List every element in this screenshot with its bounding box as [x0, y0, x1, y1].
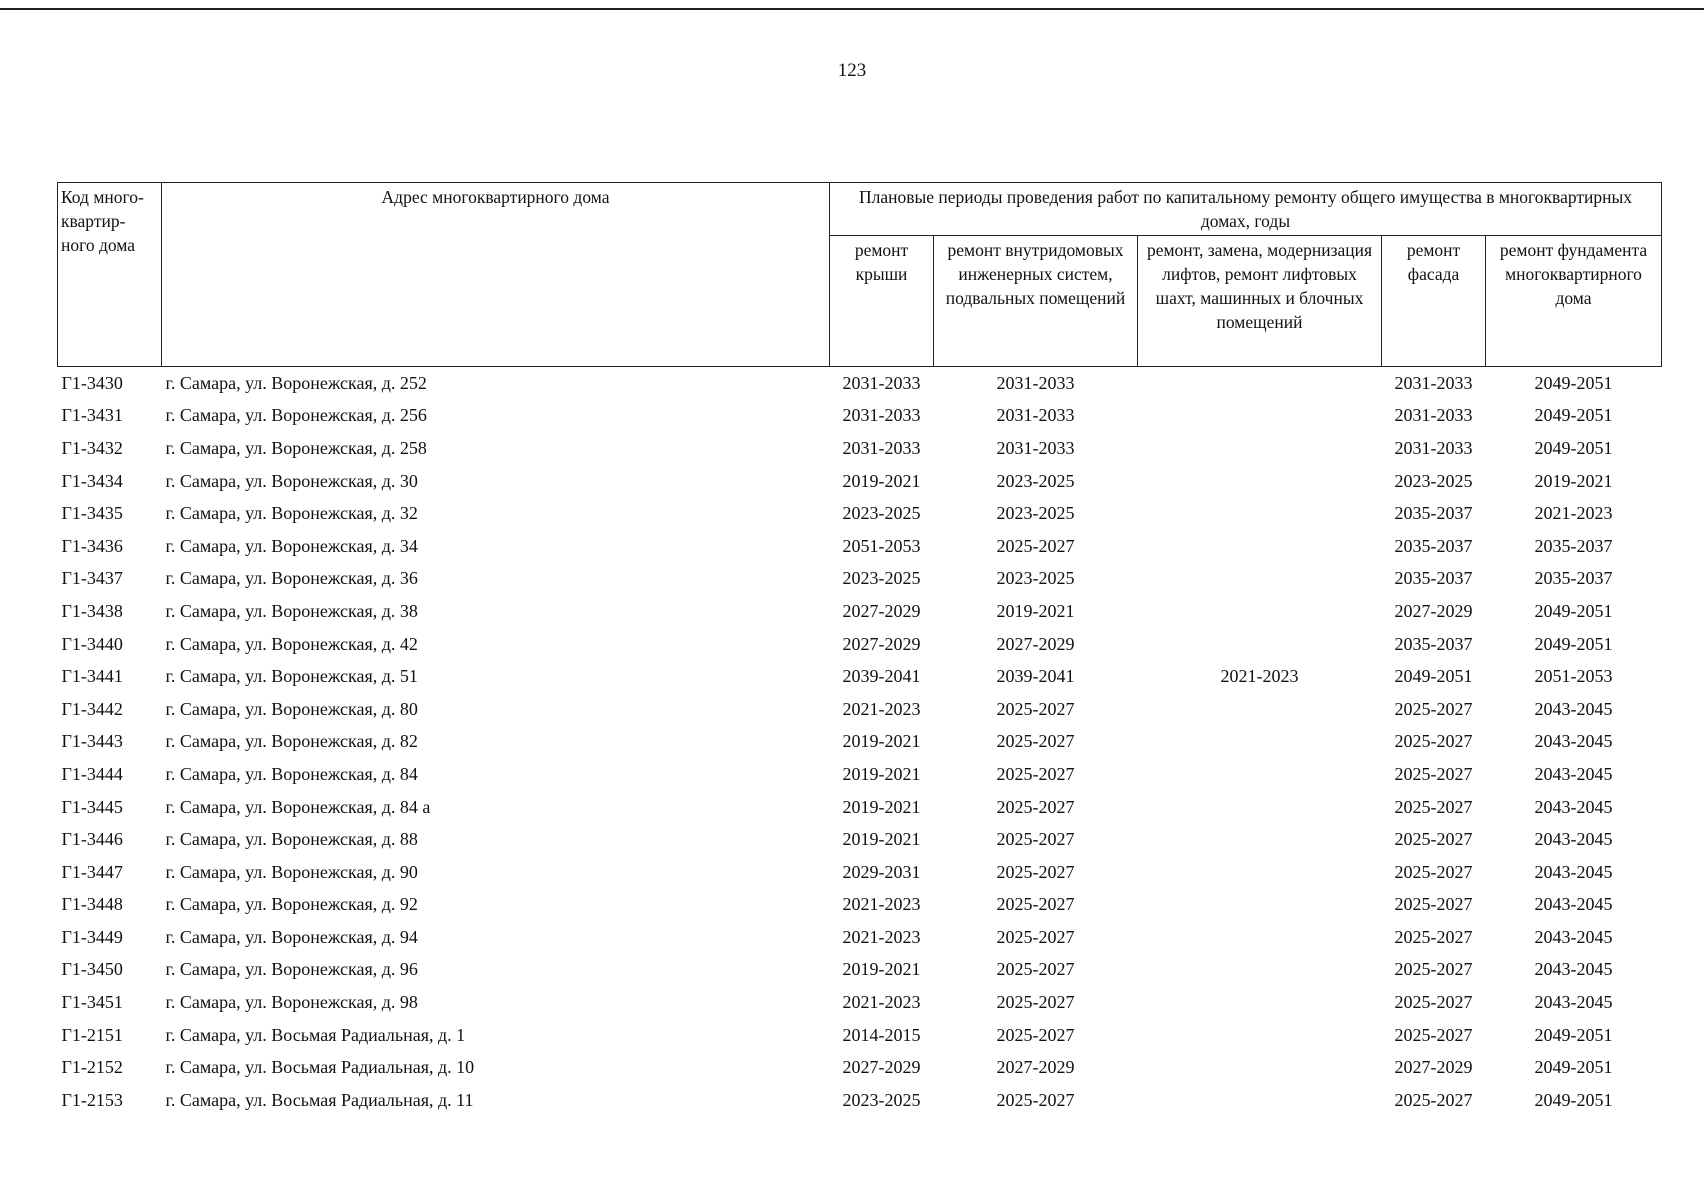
cell-engineering: 2025-2027 [996, 731, 1075, 752]
cell-code: Г1-3441 [61, 666, 123, 687]
cell-engineering: 2025-2027 [996, 796, 1075, 817]
cell-address: г. Самара, ул. Воронежская, д. 82 [165, 731, 418, 752]
table-row [58, 1019, 1662, 1052]
cell-foundation: 2043-2045 [1534, 894, 1613, 915]
cell-roof: 2039-2041 [842, 666, 921, 687]
cell-elevators [1138, 595, 1382, 628]
cell-engineering: 2025-2027 [996, 926, 1075, 947]
cell-roof: 2031-2033 [842, 437, 921, 458]
cell-facade: 2025-2027 [1394, 926, 1473, 947]
cell-code: Г1-3432 [61, 437, 123, 458]
table-row [58, 595, 1662, 628]
cell-elevators [1138, 465, 1382, 498]
cell-address: г. Самара, ул. Воронежская, д. 96 [165, 959, 418, 980]
cell-foundation: 2035-2037 [1534, 535, 1613, 556]
cell-engineering: 2019-2021 [996, 600, 1075, 621]
cell-code: Г1-3437 [61, 568, 123, 589]
cell-facade: 2025-2027 [1394, 763, 1473, 784]
cell-elevators [1138, 1051, 1382, 1084]
cell-engineering: 2025-2027 [996, 763, 1075, 784]
table-row [58, 1051, 1662, 1084]
cell-address: г. Самара, ул. Воронежская, д. 84 [165, 763, 418, 784]
cell-engineering: 2023-2025 [996, 568, 1075, 589]
capital-repair-table [57, 182, 1662, 1117]
cell-engineering: 2023-2025 [996, 503, 1075, 524]
cell-facade: 2031-2033 [1394, 437, 1473, 458]
cell-roof: 2027-2029 [842, 633, 921, 654]
cell-elevators [1138, 628, 1382, 661]
cell-facade: 2023-2025 [1394, 470, 1473, 491]
cell-address: г. Самара, ул. Восьмая Радиальная, д. 11 [165, 1089, 474, 1110]
cell-facade: 2049-2051 [1394, 666, 1473, 687]
cell-engineering: 2031-2033 [996, 437, 1075, 458]
cell-elevators [1138, 530, 1382, 563]
cell-roof: 2019-2021 [842, 470, 921, 491]
header-roof: ремонт крыши [830, 236, 934, 367]
cell-engineering: 2025-2027 [996, 861, 1075, 882]
cell-code: Г1-3451 [61, 992, 123, 1013]
header-elevators: ремонт, замена, модернизация лифтов, ремонт лифтовых шахт, машинных и блочных помещений [1138, 236, 1382, 367]
cell-engineering: 2031-2033 [996, 405, 1075, 426]
cell-foundation: 2049-2051 [1534, 405, 1613, 426]
cell-address: г. Самара, ул. Восьмая Радиальная, д. 10 [165, 1057, 475, 1078]
cell-facade: 2025-2027 [1394, 992, 1473, 1013]
table-row [58, 367, 1662, 400]
cell-address: г. Самара, ул. Воронежская, д. 94 [165, 926, 418, 947]
cell-engineering: 2025-2027 [996, 959, 1075, 980]
top-border-line [0, 8, 1704, 10]
cell-roof: 2051-2053 [842, 535, 921, 556]
cell-facade: 2025-2027 [1394, 861, 1473, 882]
header-foundation: ремонт фундамента многоквартирного дома [1486, 236, 1662, 367]
cell-foundation: 2049-2051 [1534, 1057, 1613, 1078]
cell-roof: 2021-2023 [842, 698, 921, 719]
table-row [58, 628, 1662, 661]
cell-address: г. Самара, ул. Воронежская, д. 258 [165, 437, 427, 458]
cell-facade: 2025-2027 [1394, 1089, 1473, 1110]
cell-facade: 2031-2033 [1394, 372, 1473, 393]
table-row [58, 823, 1662, 856]
cell-code: Г1-3442 [61, 698, 123, 719]
cell-elevators [1138, 400, 1382, 433]
cell-address: г. Самара, ул. Восьмая Радиальная, д. 1 [165, 1024, 466, 1045]
cell-code: Г1-3435 [61, 503, 123, 524]
cell-engineering: 2023-2025 [996, 470, 1075, 491]
cell-facade: 2031-2033 [1394, 405, 1473, 426]
cell-foundation: 2043-2045 [1534, 698, 1613, 719]
header-code: Код много-квартир-ного дома [58, 183, 162, 367]
table-row [58, 986, 1662, 1019]
cell-facade: 2035-2037 [1394, 633, 1473, 654]
cell-elevators [1138, 563, 1382, 596]
cell-roof: 2027-2029 [842, 600, 921, 621]
cell-facade: 2025-2027 [1394, 959, 1473, 980]
cell-roof: 2021-2023 [842, 926, 921, 947]
cell-foundation: 2043-2045 [1534, 992, 1613, 1013]
cell-address: г. Самара, ул. Воронежская, д. 36 [165, 568, 418, 589]
cell-elevators [1138, 497, 1382, 530]
cell-foundation: 2049-2051 [1534, 1024, 1613, 1045]
cell-foundation: 2019-2021 [1534, 470, 1613, 491]
cell-address: г. Самара, ул. Воронежская, д. 38 [165, 600, 418, 621]
cell-facade: 2027-2029 [1394, 600, 1473, 621]
cell-elevators [1138, 726, 1382, 759]
cell-roof: 2031-2033 [842, 372, 921, 393]
cell-engineering: 2025-2027 [996, 698, 1075, 719]
cell-engineering: 2025-2027 [996, 992, 1075, 1013]
cell-elevators [1138, 758, 1382, 791]
cell-roof: 2019-2021 [842, 829, 921, 850]
table-row [58, 465, 1662, 498]
cell-engineering: 2027-2029 [996, 633, 1075, 654]
cell-address: г. Самара, ул. Воронежская, д. 98 [165, 992, 418, 1013]
cell-address: г. Самара, ул. Воронежская, д. 34 [165, 535, 418, 556]
table-row [58, 1084, 1662, 1117]
cell-facade: 2035-2037 [1394, 503, 1473, 524]
cell-engineering: 2025-2027 [996, 1024, 1075, 1045]
cell-address: г. Самара, ул. Воронежская, д. 90 [165, 861, 418, 882]
cell-facade: 2025-2027 [1394, 1024, 1473, 1045]
cell-code: Г1-3449 [61, 926, 123, 947]
cell-elevators [1138, 889, 1382, 922]
cell-facade: 2027-2029 [1394, 1057, 1473, 1078]
cell-roof: 2014-2015 [842, 1024, 921, 1045]
cell-code: Г1-3430 [61, 372, 123, 393]
cell-address: г. Самара, ул. Воронежская, д. 32 [165, 503, 418, 524]
cell-foundation: 2043-2045 [1534, 796, 1613, 817]
table-row [58, 889, 1662, 922]
table-row [58, 660, 1662, 693]
header-address: Адрес многоквартирного дома [162, 183, 830, 367]
cell-code: Г1-3444 [61, 763, 123, 784]
table-row [58, 726, 1662, 759]
cell-elevators [1138, 921, 1382, 954]
cell-code: Г1-2152 [61, 1057, 123, 1078]
cell-roof: 2019-2021 [842, 763, 921, 784]
page-number: 123 [837, 60, 867, 81]
table-header [58, 183, 1662, 367]
cell-code: Г1-3438 [61, 600, 123, 621]
cell-foundation: 2043-2045 [1534, 829, 1613, 850]
cell-roof: 2027-2029 [842, 1057, 921, 1078]
cell-roof: 2019-2021 [842, 959, 921, 980]
table-row [58, 693, 1662, 726]
cell-code: Г1-3445 [61, 796, 123, 817]
cell-code: Г1-3436 [61, 535, 123, 556]
cell-facade: 2035-2037 [1394, 535, 1473, 556]
cell-roof: 2023-2025 [842, 1089, 921, 1110]
cell-code: Г1-3447 [61, 861, 123, 882]
cell-elevators [1138, 432, 1382, 465]
table-row [58, 432, 1662, 465]
cell-elevators [1138, 856, 1382, 889]
cell-engineering: 2025-2027 [996, 829, 1075, 850]
cell-foundation: 2049-2051 [1534, 437, 1613, 458]
cell-code: Г1-3446 [61, 829, 123, 850]
cell-facade: 2025-2027 [1394, 731, 1473, 752]
cell-foundation: 2043-2045 [1534, 861, 1613, 882]
cell-address: г. Самара, ул. Воронежская, д. 30 [165, 470, 418, 491]
cell-address: г. Самара, ул. Воронежская, д. 80 [165, 698, 418, 719]
cell-elevators [1138, 954, 1382, 987]
cell-roof: 2021-2023 [842, 992, 921, 1013]
cell-address: г. Самара, ул. Воронежская, д. 88 [165, 829, 418, 850]
table-row [58, 856, 1662, 889]
cell-code: Г1-3450 [61, 959, 123, 980]
table-row [58, 758, 1662, 791]
cell-facade: 2025-2027 [1394, 894, 1473, 915]
cell-address: г. Самара, ул. Воронежская, д. 42 [165, 633, 418, 654]
cell-code: Г1-3440 [61, 633, 123, 654]
cell-elevators [1138, 791, 1382, 824]
cell-elevators [1138, 823, 1382, 856]
cell-foundation: 2035-2037 [1534, 568, 1613, 589]
table-row [58, 400, 1662, 433]
cell-foundation: 2049-2051 [1534, 633, 1613, 654]
cell-elevators: 2021-2023 [1220, 666, 1299, 687]
cell-code: Г1-3434 [61, 470, 123, 491]
cell-engineering: 2031-2033 [996, 372, 1075, 393]
cell-engineering: 2039-2041 [996, 666, 1075, 687]
table-row [58, 530, 1662, 563]
cell-code: Г1-2151 [61, 1024, 123, 1045]
cell-foundation: 2021-2023 [1534, 503, 1613, 524]
cell-foundation: 2049-2051 [1534, 600, 1613, 621]
cell-facade: 2025-2027 [1394, 796, 1473, 817]
header-facade: ремонт фасада [1382, 236, 1486, 367]
cell-engineering: 2025-2027 [996, 535, 1075, 556]
cell-address: г. Самара, ул. Воронежская, д. 256 [165, 405, 427, 426]
header-engineering: ремонт внутридомовых инженерных систем, подвальных помещений [934, 236, 1138, 367]
table-body [58, 367, 1662, 1117]
header-planned-periods: Плановые периоды проведения работ по капитальному ремонту общего имущества в многоквартирных домах, годы [830, 183, 1662, 236]
cell-roof: 2023-2025 [842, 568, 921, 589]
cell-code: Г1-3431 [61, 405, 123, 426]
table-row [58, 563, 1662, 596]
cell-roof: 2021-2023 [842, 894, 921, 915]
cell-engineering: 2027-2029 [996, 1057, 1075, 1078]
cell-elevators [1138, 1084, 1382, 1117]
cell-address: г. Самара, ул. Воронежская, д. 92 [165, 894, 418, 915]
cell-facade: 2025-2027 [1394, 829, 1473, 850]
cell-foundation: 2049-2051 [1534, 1089, 1613, 1110]
cell-address: г. Самара, ул. Воронежская, д. 252 [165, 372, 427, 393]
cell-engineering: 2025-2027 [996, 894, 1075, 915]
cell-code: Г1-3448 [61, 894, 123, 915]
cell-foundation: 2051-2053 [1534, 666, 1613, 687]
cell-code: Г1-2153 [61, 1089, 123, 1110]
cell-foundation: 2049-2051 [1534, 372, 1613, 393]
cell-facade: 2025-2027 [1394, 698, 1473, 719]
cell-elevators [1138, 367, 1382, 400]
table-row [58, 497, 1662, 530]
cell-address: г. Самара, ул. Воронежская, д. 51 [165, 666, 418, 687]
cell-foundation: 2043-2045 [1534, 731, 1613, 752]
cell-foundation: 2043-2045 [1534, 763, 1613, 784]
cell-roof: 2019-2021 [842, 731, 921, 752]
cell-foundation: 2043-2045 [1534, 926, 1613, 947]
cell-roof: 2031-2033 [842, 405, 921, 426]
cell-roof: 2029-2031 [842, 861, 921, 882]
cell-code: Г1-3443 [61, 731, 123, 752]
cell-elevators [1138, 693, 1382, 726]
cell-roof: 2019-2021 [842, 796, 921, 817]
cell-facade: 2035-2037 [1394, 568, 1473, 589]
cell-elevators [1138, 986, 1382, 1019]
cell-elevators [1138, 1019, 1382, 1052]
cell-address: г. Самара, ул. Воронежская, д. 84 а [165, 796, 431, 817]
cell-engineering: 2025-2027 [996, 1089, 1075, 1110]
cell-foundation: 2043-2045 [1534, 959, 1613, 980]
table-row [58, 921, 1662, 954]
table-row [58, 954, 1662, 987]
table-row [58, 791, 1662, 824]
cell-roof: 2023-2025 [842, 503, 921, 524]
